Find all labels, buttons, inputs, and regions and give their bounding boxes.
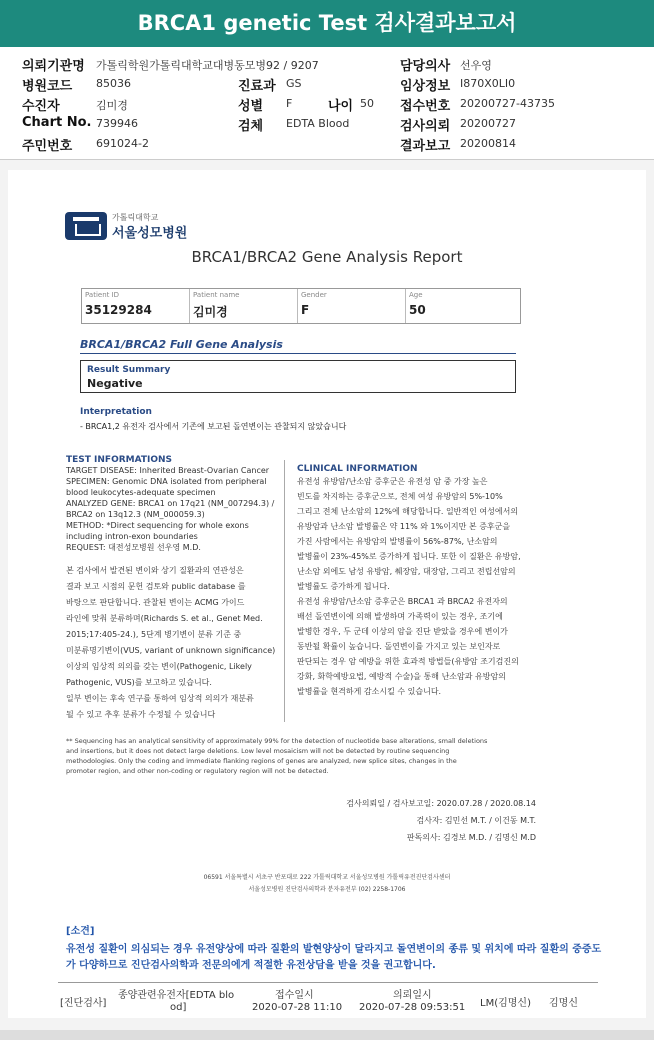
footnote-line: methodologies. Only the coding and immediate flanking regions of genes are analyzed, new splice sites, changes in the bbox=[66, 757, 457, 765]
clinical-line: 강화, 화학예방요법, 예방적 수술)을 통해 난소암과 유방암의 bbox=[297, 672, 506, 681]
signatures bbox=[346, 795, 536, 846]
clinical-line: 동반될 확률이 높습니다. 돌연변이를 가지고 있는 보인자로 bbox=[297, 642, 501, 651]
hdr-key: 수진자 bbox=[22, 99, 60, 114]
test-info-line: blood leukocytes-adequate specimen bbox=[66, 488, 216, 497]
clinical-line: 가진 사람에서는 유방암의 발병률이 56%-87%, 난소암의 bbox=[297, 537, 498, 546]
address-line: 서울성모병원 진단검사의학과 분자유전부 (02) 2258-1706 bbox=[248, 886, 406, 893]
hdr-val: 20200727 bbox=[460, 117, 516, 130]
hdr-key: 검체 bbox=[238, 119, 264, 134]
header-row bbox=[0, 135, 654, 155]
gender-cell bbox=[298, 289, 406, 323]
report-title: BRCA1/BRCA2 Gene Analysis Report bbox=[191, 248, 463, 266]
header-row bbox=[0, 115, 654, 135]
address bbox=[8, 872, 646, 896]
para-line: 될 수 있고 추후 분류가 수정될 수 있습니다 bbox=[66, 710, 216, 719]
hdr-key: 나이 bbox=[328, 99, 354, 114]
hdr-key: 접수번호 bbox=[400, 99, 451, 114]
clinical-line: 유방암과 난소암 발병률은 약 11% 와 1%이지만 본 증후군을 bbox=[297, 522, 511, 531]
recv-label: 접수일시 bbox=[275, 990, 314, 1001]
test-name: 종양관련유전자[EDTA blo bbox=[118, 990, 235, 1001]
test-info-line: SPECIMEN: Genomic DNA isolated from peripheral bbox=[66, 477, 267, 486]
column-divider bbox=[284, 460, 285, 722]
req-datetime: 2020-07-28 09:53:51 bbox=[359, 1002, 466, 1013]
hdr-key: 결과보고 bbox=[400, 139, 451, 154]
footnote bbox=[66, 736, 536, 776]
clinical-info bbox=[297, 464, 537, 699]
gender-label: Gender bbox=[301, 291, 327, 299]
clinical-line: 난소암 외에도 남성 유방암, 췌장암, 대장암, 그리고 전립선암의 bbox=[297, 567, 516, 576]
hdr-val: 691024-2 bbox=[96, 137, 149, 150]
hospital-logo-icon bbox=[65, 212, 107, 240]
report-paper bbox=[8, 170, 646, 1018]
hdr-key: 임상정보 bbox=[400, 79, 451, 94]
hdr-key: 담당의사 bbox=[400, 59, 451, 74]
left-paragraph bbox=[66, 563, 280, 723]
result-summary-box bbox=[80, 360, 516, 393]
patient-id: 35129284 bbox=[85, 303, 152, 317]
result-value: Negative bbox=[87, 377, 143, 390]
test-info-line: BRCA2 on 13q12.3 (NM_000059.3) bbox=[66, 510, 205, 519]
full-analysis-title: BRCA1/BRCA2 Full Gene Analysis bbox=[80, 338, 283, 351]
interpretation-label: Interpretation bbox=[80, 407, 152, 417]
hdr-val: GS bbox=[286, 77, 302, 90]
test-info-line: ANALYZED GENE: BRCA1 on 17q21 (NM_007294.3) / bbox=[66, 499, 275, 508]
para-line: 라인에 맞춰 분류하며(Richards S. et al., Genet Med. bbox=[66, 614, 263, 623]
para-line: 2015;17:405-24.), 5단계 병기변이 분류 기준 중 bbox=[66, 630, 242, 639]
sign-line: 검사자: 김민선 M.T. / 이건동 M.T. bbox=[416, 816, 536, 825]
hdr-val: 20200814 bbox=[460, 137, 516, 150]
bottom-divider bbox=[58, 982, 598, 983]
req-label: 의뢰일시 bbox=[393, 990, 432, 1001]
hdr-key: 의뢰기관명 bbox=[22, 59, 85, 74]
opinion-label: [소견] bbox=[66, 926, 95, 937]
patient-id-cell bbox=[82, 289, 190, 323]
clinical-line: 발병률도 증가하게 됩니다. bbox=[297, 582, 390, 591]
sign-line: 판독의사: 김경보 M.D. / 김명신 M.D bbox=[406, 833, 536, 842]
patient-name-label: Patient name bbox=[193, 291, 240, 299]
para-line: Pathogenic, VUS)를 보고하고 있습니다. bbox=[66, 678, 212, 687]
footnote-line: promoter region, and other non-coding or regulatory region will not be detected. bbox=[66, 767, 329, 775]
doctor-1: LM(김명신) bbox=[480, 998, 531, 1009]
hdr-key: 주민번호 bbox=[22, 139, 73, 154]
hdr-val: 선우영 bbox=[460, 59, 492, 72]
hdr-val: EDTA Blood bbox=[286, 117, 350, 130]
doctor-2: 김명신 bbox=[549, 998, 578, 1009]
opinion-line: 유전성 질환이 의심되는 경우 유전양상에 따라 질환의 발현양상이 달라지고 돌연변이의 종류 및 위치에 따라 질환의 중증도 bbox=[66, 944, 602, 955]
clinical-title: CLINICAL INFORMATION bbox=[297, 464, 418, 474]
test-info-line: METHOD: *Direct sequencing for whole exons bbox=[66, 521, 249, 530]
hospital-name: 서울성모병원 bbox=[112, 226, 188, 241]
clinical-line: 발병한 경우, 두 군데 이상의 암을 진단 받았을 경우에 변이가 bbox=[297, 627, 508, 636]
clinical-line: 유전성 유방암/난소암 증후군은 BRCA1 과 BRCA2 유전자의 bbox=[297, 597, 508, 606]
clinical-line: 유전성 유방암/난소암 증후군은 유전성 암 중 가장 높은 bbox=[297, 477, 488, 486]
hdr-key: Chart No. bbox=[22, 115, 92, 130]
dept: [진단검사] bbox=[60, 998, 107, 1009]
test-name-2: od] bbox=[170, 1002, 187, 1013]
hdr-val: 50 bbox=[360, 97, 374, 110]
test-info-line: including intron-exon boundaries bbox=[66, 532, 198, 541]
result-label: Result Summary bbox=[87, 365, 171, 375]
gender: F bbox=[301, 303, 310, 317]
clinical-line: 발병률을 현격하게 감소시킬 수 있습니다. bbox=[297, 687, 442, 696]
page-footer bbox=[0, 1030, 654, 1040]
header-row bbox=[0, 95, 654, 115]
opinion-text bbox=[66, 942, 626, 974]
para-line: 일부 변이는 후속 연구를 통하여 임상적 의의가 재분류 bbox=[66, 694, 254, 703]
para-line: 본 검사에서 발견된 변이와 상기 질환과의 연관성은 bbox=[66, 566, 244, 575]
para-line: 바탕으로 판단합니다. 관찰된 변이는 ACMG 가이드 bbox=[66, 598, 245, 607]
hdr-key: 진료과 bbox=[238, 79, 276, 94]
clinical-line: 그리고 전체 난소암의 12%에 해당합니다. 일반적인 여성에서의 bbox=[297, 507, 519, 516]
recv-datetime: 2020-07-28 11:10 bbox=[252, 1002, 343, 1013]
hdr-key: 성별 bbox=[238, 99, 264, 114]
para-line: 결과 보고 시점의 문헌 검토와 public database 를 bbox=[66, 582, 246, 591]
hdr-val: 김미경 bbox=[96, 99, 128, 112]
footnote-line: ** Sequencing has an analytical sensitivity of approximately 99% for the detection of nucleotide base alterations, small deletions bbox=[66, 737, 488, 745]
hdr-val: 가톨릭학원가톨릭대학교대병동모병92 / 9207 bbox=[96, 59, 319, 72]
footnote-line: and insertions, but it does not detect large deletions. Low level mosaicism will not be detected by routine sequencing bbox=[66, 747, 450, 755]
age-label: Age bbox=[409, 291, 423, 299]
age: 50 bbox=[409, 303, 426, 317]
report-banner: BRCA1 genetic Test 검사결과보고서 bbox=[0, 0, 654, 47]
interpretation-text: - BRCA1,2 유전자 검사에서 기존에 보고된 돌연변이는 관찰되지 않았습니다 bbox=[80, 422, 347, 431]
test-info-line: REQUEST: 대전성모병원 선우영 M.D. bbox=[66, 543, 201, 552]
clinical-line: 배선 돌연변이에 의해 발생하며 가족력이 있는 경우, 조기에 bbox=[297, 612, 503, 621]
test-info-title: TEST INFORMATIONS bbox=[66, 455, 173, 465]
hdr-val: F bbox=[286, 97, 293, 110]
patient-table bbox=[81, 288, 521, 324]
clinical-line: 발병률이 23%-45%로 증가하게 됩니다. 또한 이 질환은 유방암, bbox=[297, 552, 521, 561]
patient-name-cell bbox=[190, 289, 298, 323]
age-cell bbox=[406, 289, 520, 323]
patient-header bbox=[0, 47, 654, 160]
hospital-sub: 가톨릭대학교 bbox=[112, 213, 159, 222]
hdr-key: 검사의뢰 bbox=[400, 119, 451, 134]
header-row bbox=[0, 55, 654, 75]
patient-name: 김미경 bbox=[193, 305, 228, 319]
address-line: 06591 서울특별시 서초구 반포대로 222 가톨릭대학교 서울성모병원 가톨릭유전진단검사센터 bbox=[203, 874, 451, 881]
sign-line: 검사의뢰일 / 검사보고일: 2020.07.28 / 2020.08.14 bbox=[346, 799, 536, 808]
test-info bbox=[66, 455, 280, 553]
para-line: 이상의 임상적 의의를 갖는 변이(Pathogenic, Likely bbox=[66, 662, 252, 671]
divider bbox=[80, 353, 516, 354]
header-row bbox=[0, 75, 654, 95]
clinical-line: 판단되는 경우 암 예방을 위한 효과적 방법들(유방암 조기검진의 bbox=[297, 657, 519, 666]
hdr-val: 739946 bbox=[96, 117, 138, 130]
test-info-line: TARGET DISEASE: Inherited Breast-Ovarian Cancer bbox=[66, 466, 270, 475]
hdr-key: 병원코드 bbox=[22, 79, 73, 94]
hdr-val: 85036 bbox=[96, 77, 131, 90]
hdr-val: 20200727-43735 bbox=[460, 97, 555, 110]
hdr-val: I870X0LI0 bbox=[460, 77, 516, 90]
para-line: 미분류명기변이(VUS, variant of unknown significance) bbox=[66, 646, 276, 655]
clinical-line: 빈도를 차지하는 증후군으로, 전체 여성 유방암의 5%-10% bbox=[297, 492, 503, 501]
opinion-line: 가 다양하므로 진단검사의학과 전문의에게 적절한 유전상담을 받을 것을 권고합니다. bbox=[66, 960, 436, 971]
patient-id-label: Patient ID bbox=[85, 291, 120, 299]
